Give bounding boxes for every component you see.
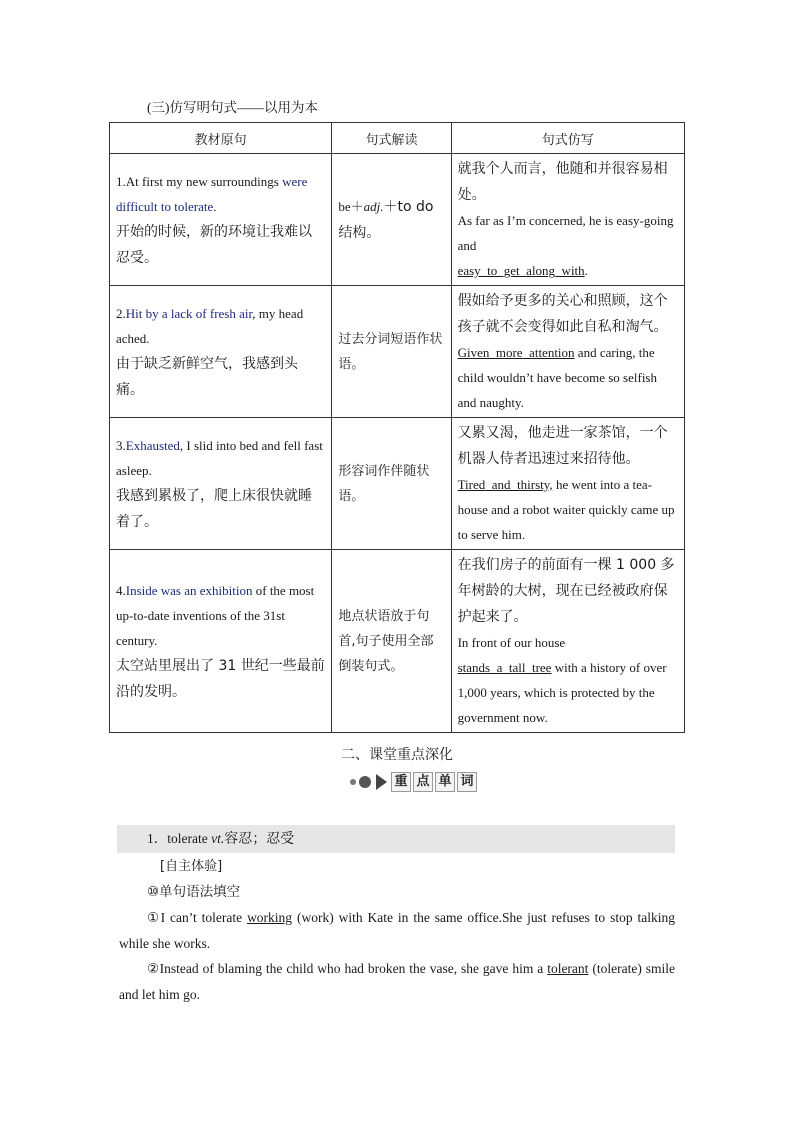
- analysis-italic: adj.: [363, 198, 384, 214]
- imitation-cell: [451, 418, 684, 550]
- original-highlight: were difficult to tolerate: [116, 173, 308, 214]
- imitation-translation: 在我们房子的前面有一棵 1 000 多年树龄的大树，现在已经被政府保护起来了。: [457, 557, 675, 625]
- analysis-cell: 过去分词短语作状语。: [332, 286, 451, 418]
- original-text: , I slid into bed and fell fast asleep.: [116, 437, 323, 478]
- banner-dots-icon: [350, 774, 387, 790]
- analysis-cell: 形容词作伴随状语。: [332, 418, 451, 550]
- table-header-row: [110, 123, 685, 154]
- imitation-translation: 又累又渴，他走进一家茶馆，一个机器人侍者迅速过来招待他。: [457, 425, 668, 467]
- banner-char: 词: [457, 772, 477, 792]
- original-text: of the most up-to-date inventions of the 31st century.: [116, 582, 315, 648]
- part-title: 二、课堂重点深化: [341, 747, 453, 763]
- exercise-item: [119, 956, 675, 1008]
- original-highlight: Inside was an exhibition: [125, 582, 253, 598]
- original-text: 4.: [116, 582, 126, 598]
- vocab-word: 1．tolerate: [147, 831, 212, 846]
- table-row: [110, 286, 685, 418]
- vocab-pos: vt.: [211, 831, 225, 846]
- header-imitation: 句式仿写: [451, 123, 684, 154]
- original-translation: 开始的时候，新的环境让我难以忍受。: [116, 223, 312, 266]
- subhead: [自主体验]: [160, 859, 223, 874]
- key-words-banner: [350, 770, 477, 794]
- instruction: ⑩单句语法填空: [147, 884, 241, 900]
- imitation-cell: [451, 154, 684, 286]
- imitation-text: .: [584, 263, 588, 278]
- original-text: .: [213, 198, 217, 214]
- original-text: 3.: [116, 437, 126, 453]
- original-text: 1.At first my new surroundings: [116, 173, 283, 189]
- analysis-cell: [332, 154, 451, 286]
- exercise-answer: working: [247, 910, 293, 925]
- original-cell: [110, 286, 332, 418]
- original-translation: 我感到累极了，爬上床很快就睡着了。: [116, 487, 312, 530]
- imitation-text: he went into a tea-house and a robot waiter quickly came up to serve him.: [457, 477, 675, 542]
- imitation-text: and caring, the child wouldn’t have become so selfish and naughty.: [457, 345, 657, 410]
- original-text: 2.: [116, 305, 126, 321]
- exercise-text: (tolerate) smile and let him go.: [119, 961, 675, 1002]
- imitation-text: As far as I’m concerned, he is easy-going and: [457, 213, 674, 253]
- header-analysis: 句式解读: [332, 123, 451, 154]
- imitation-translation: 就我个人而言，他随和并很容易相处。: [457, 161, 668, 203]
- original-highlight: Exhausted: [125, 437, 180, 453]
- vocab-meaning: 容忍；忍受: [224, 831, 295, 847]
- original-translation: 由于缺乏新鲜空气，我感到头痛。: [116, 355, 298, 398]
- imitation-answer: Tired_and_thirsty,: [457, 477, 553, 492]
- imitation-answer: Given_more_attention: [457, 345, 575, 360]
- banner-char: 单: [435, 772, 455, 792]
- imitation-cell: [451, 550, 684, 733]
- imitation-translation: 假如给予更多的关心和照顾，这个孩子就不会变得如此自私和淘气。: [457, 293, 668, 335]
- original-cell: [110, 418, 332, 550]
- imitation-answer: easy_to_get_along_with: [457, 263, 585, 278]
- analysis-text: be＋: [338, 198, 364, 214]
- sentence-table: [109, 122, 685, 733]
- imitation-answer: stands_a_tall_tree: [457, 660, 552, 675]
- vocab-heading: [147, 825, 294, 853]
- table-row: [110, 154, 685, 286]
- original-highlight: Hit by a lack of fresh air: [125, 305, 253, 321]
- original-cell: [110, 154, 332, 286]
- original-translation: 太空站里展出了 31 世纪一些最前沿的发明。: [116, 657, 325, 700]
- analysis-cell: 地点状语放于句首,句子使用全部倒装句式。: [332, 550, 451, 733]
- banner-char: 点: [413, 772, 433, 792]
- exercise-text: (work) with Kate in the same office.She just refuses to stop talking while she works.: [119, 910, 675, 951]
- imitation-cell: [451, 286, 684, 418]
- exercise-text: ②Instead of blaming the child who had broken the vase, she gave him a: [147, 961, 548, 976]
- exercise-answer: tolerant: [547, 961, 589, 976]
- exercise-text: ①I can’t tolerate: [147, 910, 248, 925]
- imitation-text: In front of our house: [457, 635, 566, 650]
- banner-label: [391, 772, 477, 792]
- section-title: (三)仿写明句式——以用为本: [147, 100, 318, 115]
- header-original: 教材原句: [110, 123, 332, 154]
- original-cell: [110, 550, 332, 733]
- banner-char: 重: [391, 772, 411, 792]
- exercise-item: [119, 905, 675, 957]
- table-row: [110, 418, 685, 550]
- imitation-text: with a history of over 1,000 years, which is protected by the government now.: [457, 660, 667, 725]
- original-text: , my head ached.: [116, 305, 304, 346]
- analysis-text: ＋to do结构。: [338, 198, 434, 241]
- table-row: [110, 550, 685, 733]
